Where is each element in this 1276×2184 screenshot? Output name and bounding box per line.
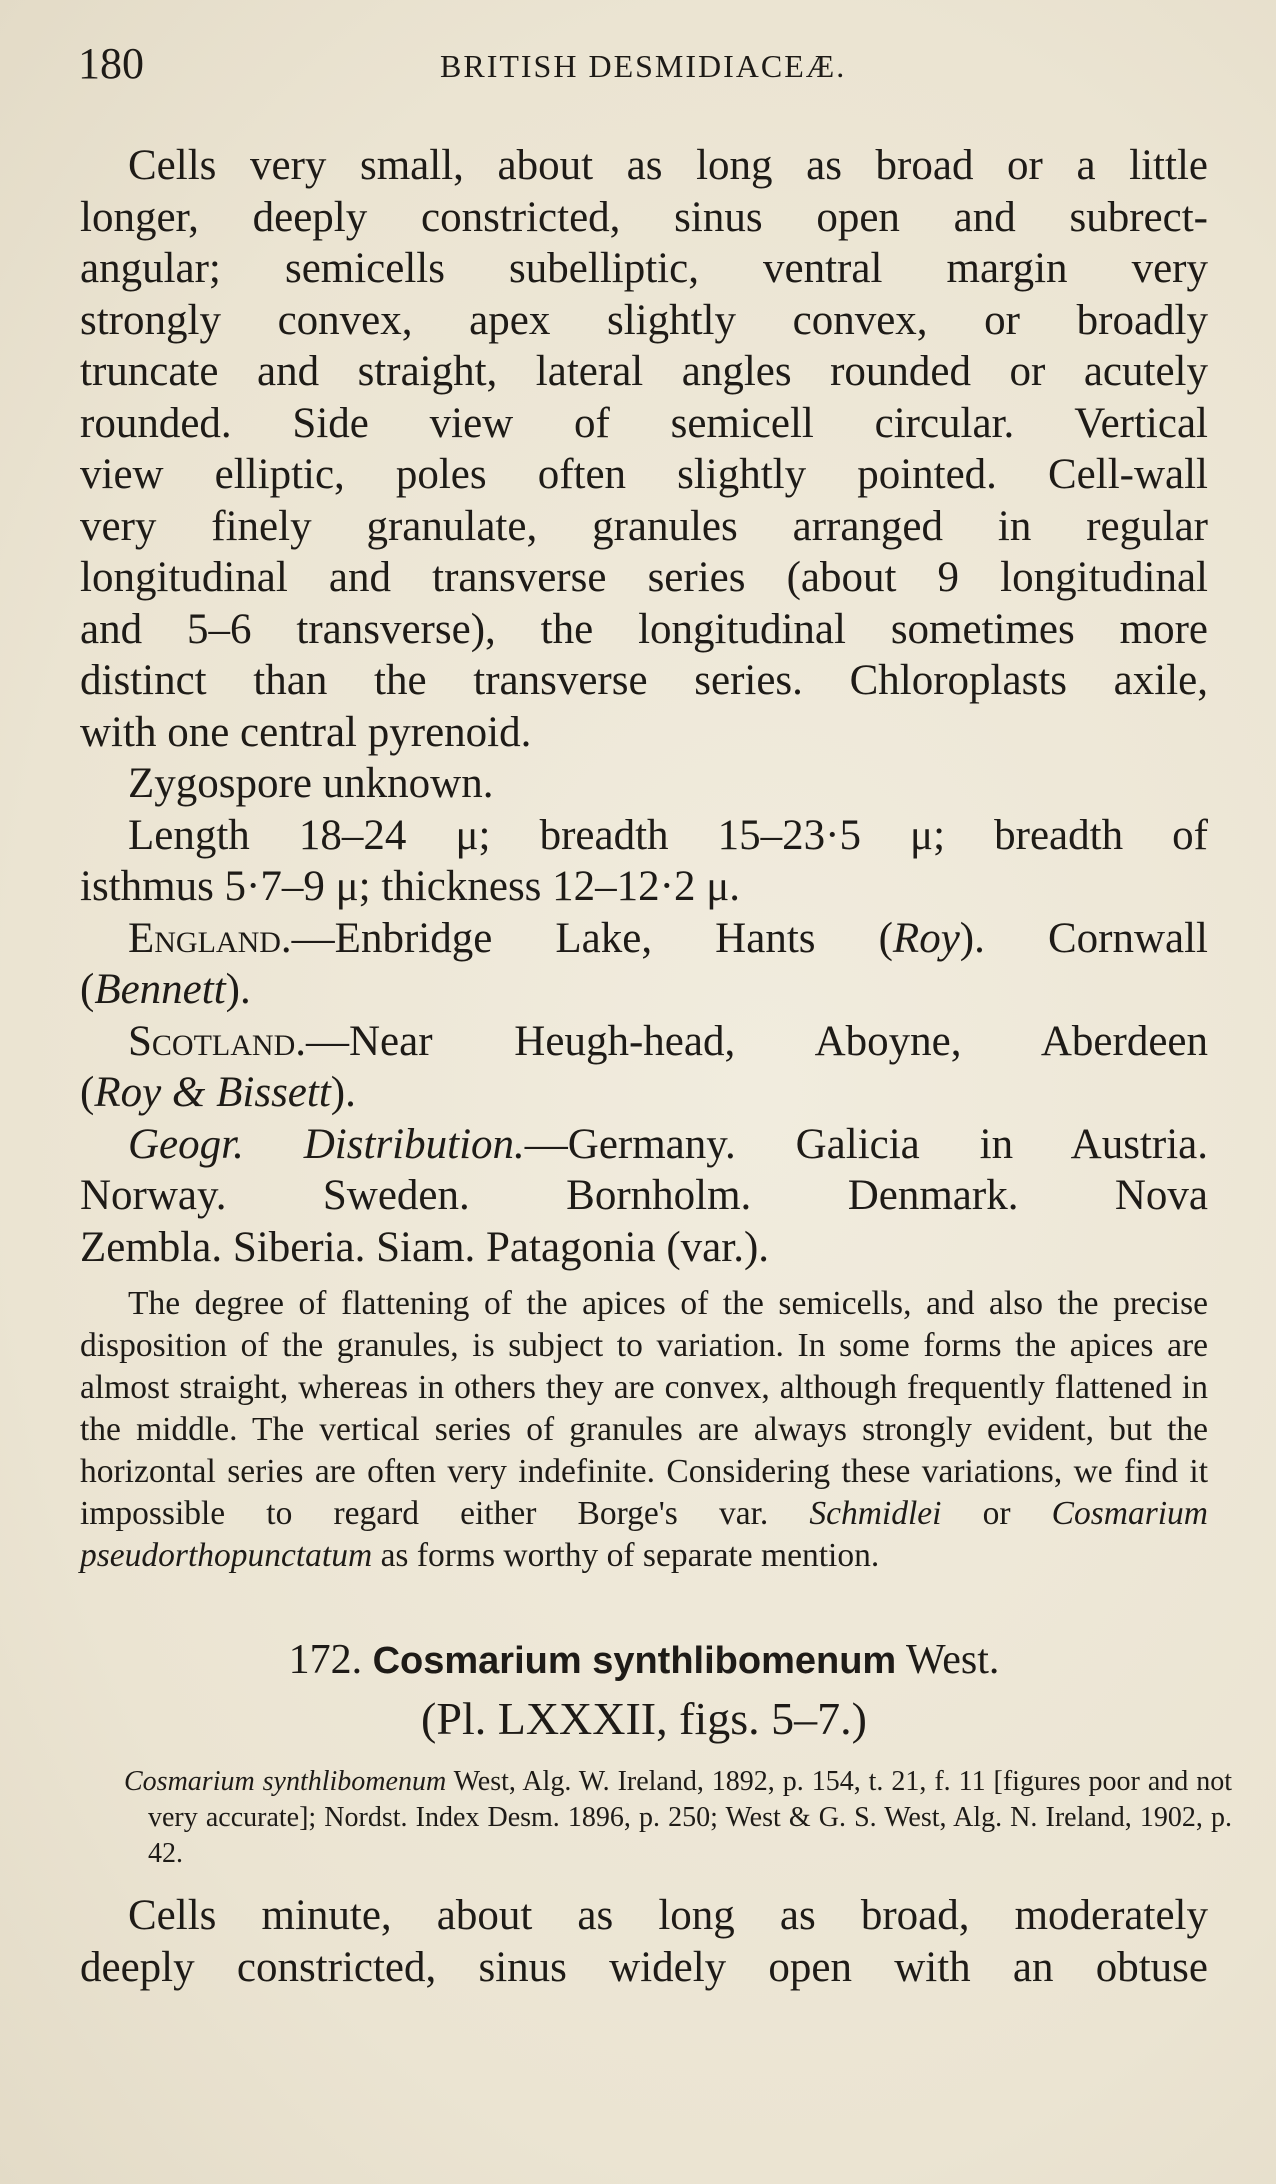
distribution-text: —Germany. Galicia in Austria. (524, 1120, 1208, 1168)
description-line: with one central pyrenoid. (80, 708, 532, 756)
description-line: very finely granulate, granules arranged in regular (80, 502, 1208, 550)
measurements-line: isthmus 5·7–9 μ; thickness 12–12·2 μ. (80, 863, 741, 910)
final-line: Cells minute, about as long as broad, moderately (128, 1892, 1208, 1939)
note-text: or (941, 1495, 1052, 1532)
collector-name: Bennett (94, 966, 226, 1013)
description-line: rounded. Side view of semicell circular. Vertical (80, 399, 1208, 447)
page-number: 180 (78, 39, 144, 88)
bibliographic-references (124, 1764, 1232, 1872)
england-text: —Enbridge Lake, Hants ( (291, 914, 893, 962)
description-line: Cells very small, about as long as broad or a little (128, 142, 1208, 189)
scotland-record (80, 1016, 1208, 1119)
description-line: truncate and straight, lateral angles rounded or acutely (80, 348, 1208, 395)
england-line (80, 913, 1208, 965)
new-species-description (80, 1890, 1208, 1993)
paren: ). (225, 966, 251, 1013)
running-title: BRITISH DESMIDIACEÆ. (440, 48, 847, 84)
note-text: The degree of flattening of the apices of the semicells, and also the precise disposition of the granules, is subject to variation. In some forms the apices are almost straight, whereas in others they are convex, although frequently flattened in the middle. The vertical series of granules are always strongly evident, but the horizontal series are often very indefinite. Considering these variations, we find it impossible to regard either Borge's var. (80, 1285, 1208, 1532)
paren: ( (80, 966, 95, 1013)
description-line: distinct than the transverse series. Chloroplasts axile, (80, 657, 1208, 704)
distribution-label: Geogr. Distribution. (128, 1120, 525, 1168)
scotland-line (80, 1067, 1208, 1119)
note-text: as forms worthy of separate mention. (372, 1537, 880, 1574)
zygospore-line: Zygospore unknown. (128, 760, 494, 807)
description-line: strongly convex, apex slightly convex, or broadly (80, 296, 1208, 344)
reference-italic: Cosmarium synthlibomenum (124, 1766, 447, 1797)
geographic-distribution (80, 1119, 1208, 1274)
england-label: England. (128, 914, 292, 962)
species-description (80, 140, 1208, 758)
england-record (80, 913, 1208, 1016)
species-heading (80, 1633, 1208, 1750)
scotland-text: —Near Heugh-head, Aboyne, Aberdeen (306, 1017, 1208, 1065)
final-line: deeply constricted, sinus widely open with an obtuse (80, 1943, 1208, 1991)
paren: ( (80, 1069, 95, 1116)
collector-name: Roy (892, 914, 960, 962)
species-name: Cosmarium synthlibomenum (372, 1640, 897, 1682)
measurements (80, 810, 1208, 913)
species-title (80, 1633, 1208, 1688)
england-line (80, 964, 1208, 1016)
paren: ). (330, 1069, 356, 1116)
description-line: and 5–6 transverse), the longitudinal sometimes more (80, 605, 1208, 653)
description-line: angular; semicells subelliptic, ventral margin very (80, 245, 1208, 292)
england-text: ). Cornwall (959, 914, 1208, 962)
description-line: longitudinal and transverse series (about 9 longitudinal (80, 554, 1208, 601)
scotland-line (80, 1016, 1208, 1068)
description-line: view elliptic, poles often slightly pointed. Cell-wall (80, 451, 1208, 498)
page-body (80, 140, 1232, 1993)
note-italic: Schmidlei (809, 1495, 942, 1532)
species-number: 172. (288, 1637, 363, 1683)
measurements-line: Length 18–24 μ; breadth 15–23·5 μ; breadth of (128, 811, 1208, 859)
scotland-label: Scotland. (128, 1017, 306, 1065)
species-author: West. (905, 1637, 1000, 1683)
page-header (78, 38, 1216, 98)
distribution-line: Norway. Sweden. Bornholm. Denmark. Nova (80, 1172, 1208, 1219)
taxonomic-note (80, 1283, 1208, 1577)
plate-reference: (Pl. LXXXII, figs. 5–7.) (421, 1693, 867, 1744)
reference-text: West, Alg. W. Ireland, 1892, p. 154, t. 21, f. 11 [figures poor and not very accurate]; Nordst. Index Desm. 1896, p. 250; West & G. S. West, Alg. N. Ireland, 1902, p. 42. (148, 1766, 1232, 1869)
distribution-line (80, 1119, 1208, 1171)
note-italic: Cosmarium pseudorthopunctatum (80, 1495, 1208, 1574)
distribution-line: Zembla. Siberia. Siam. Patagonia (var.). (80, 1223, 770, 1271)
collector-name: Roy & Bissett (94, 1069, 331, 1116)
description-line: longer, deeply constricted, sinus open and subrect- (80, 193, 1208, 241)
